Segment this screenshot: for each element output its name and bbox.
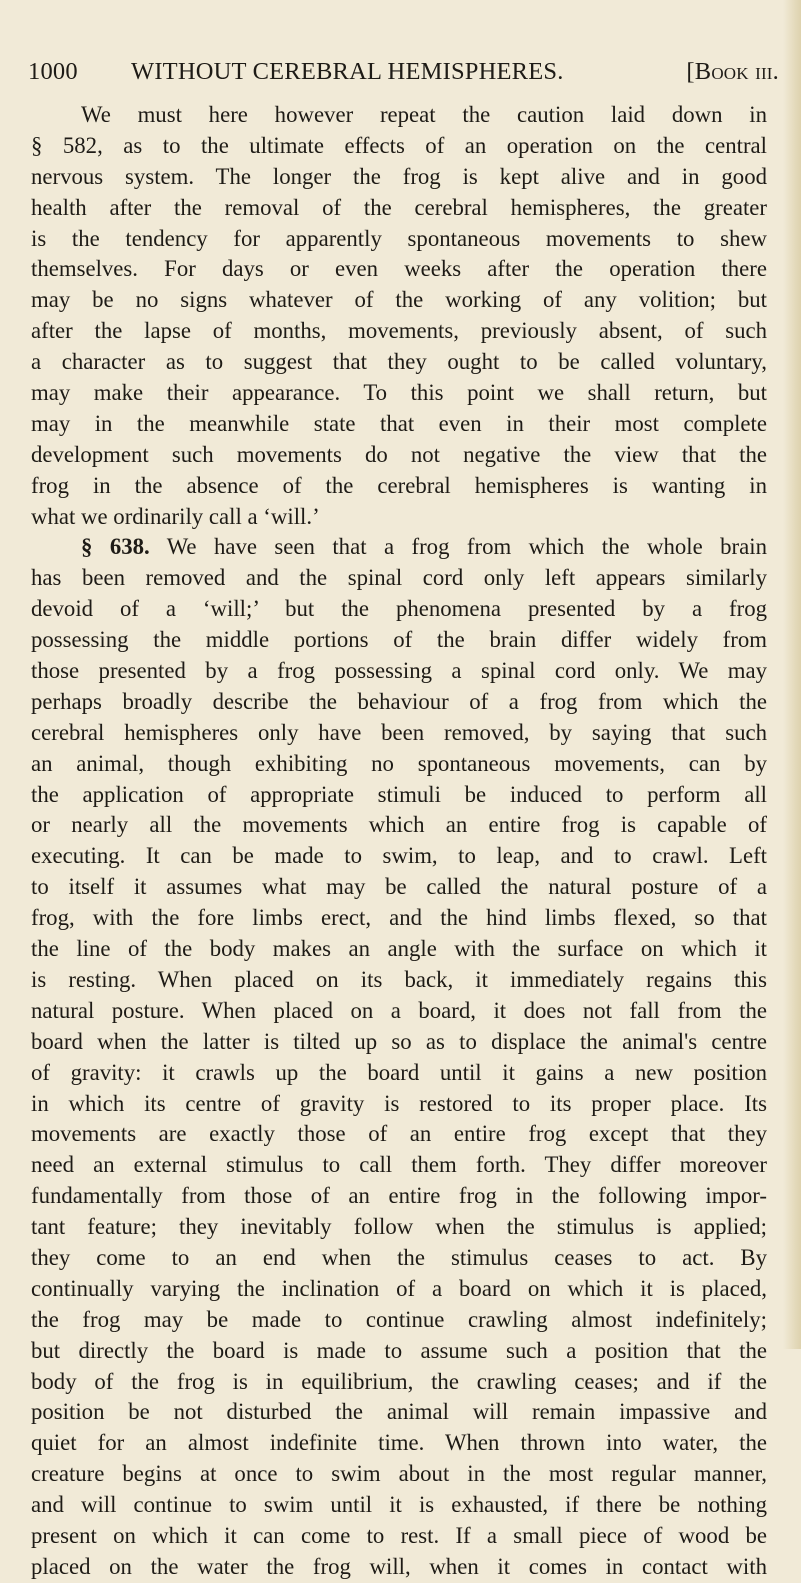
- text-line: frog in the absence of the cerebral hemispheres is wanting in: [31, 472, 767, 498]
- text-line: placed on the water the frog will, when it comes in contact with: [31, 1553, 767, 1579]
- text-line: to itself it assumes what may be called the natural posture of a: [31, 874, 767, 900]
- text-line: may in the meanwhile state that even in their most complete: [31, 410, 767, 436]
- text-line: natural posture. When placed on a board, it does not fall from the: [31, 997, 767, 1023]
- text-line: of gravity: it crawls up the board until it gains a new position: [31, 1059, 767, 1085]
- text-line: present on which it can come to rest. If a small piece of wood be: [31, 1522, 767, 1548]
- text-line: devoid of a ‘will;’ but the phenomena presented by a frog: [31, 596, 767, 622]
- text-line: the line of the body makes an angle with the surface on which it: [31, 936, 767, 962]
- text-line: fundamentally from those of an entire frog in the following impor-: [31, 1183, 767, 1209]
- text-line: after the lapse of months, movements, previously absent, of such: [31, 318, 767, 344]
- text-line-rest: We have seen that a frog from which the whole brain: [149, 534, 767, 560]
- book-label: Book iii.: [694, 58, 779, 85]
- text-line: tant feature; they inevitably follow when the stimulus is applied;: [31, 1214, 767, 1240]
- text-line: development such movements do not negative the view that the: [31, 441, 767, 467]
- section-number: § 638.: [81, 534, 150, 560]
- text-line: may make their appearance. To this point we shall return, but: [31, 380, 767, 406]
- text-line: possessing the middle portions of the brain differ widely from: [31, 627, 767, 653]
- text-line: an animal, though exhibiting no spontaneous movements, can by: [31, 750, 767, 776]
- text-line: body of the frog is in equilibrium, the crawling ceases; and if the: [31, 1368, 767, 1394]
- text-line: the application of appropriate stimuli be induced to perform all: [31, 781, 767, 807]
- book-bracket: [: [686, 58, 695, 85]
- text-line: is resting. When placed on its back, it immediately regains this: [31, 966, 767, 992]
- text-line: health after the removal of the cerebral hemispheres, the greater: [31, 194, 767, 220]
- text-line: those presented by a frog possessing a spinal cord only. We may: [31, 658, 767, 684]
- text-line: [31, 532, 767, 563]
- text-line: creature begins at once to swim about in the most regular manner,: [31, 1461, 767, 1487]
- text-line: may be no signs whatever of the working of any volition; but: [31, 287, 767, 313]
- page-number: 1000: [28, 58, 78, 85]
- text-line: they come to an end when the stimulus ceases to act. By: [31, 1244, 767, 1270]
- text-line: quiet for an almost indefinite time. When thrown into water, the: [31, 1430, 767, 1456]
- text-line: what we ordinarily call a ‘will.’: [31, 503, 320, 529]
- text-line: and will continue to swim until it is exhausted, if there be nothing: [31, 1492, 767, 1518]
- text-line: We must here however repeat the caution laid down in: [81, 102, 767, 127]
- body-text: [31, 100, 767, 1583]
- text-line: a character as to suggest that they ought to be called voluntary,: [31, 349, 767, 375]
- page-edge-shadow: [783, 0, 801, 1349]
- text-line: continually varying the inclination of a board on which it is placed,: [31, 1275, 767, 1301]
- book-reference: [686, 58, 779, 86]
- text-line: position be not disturbed the animal will remain impassive and: [31, 1399, 767, 1425]
- running-title: WITHOUT CEREBRAL HEMISPHERES.: [131, 58, 564, 85]
- text-line: need an external stimulus to call them forth. They differ moreover: [31, 1152, 767, 1178]
- text-line: the frog may be made to continue crawling almost indefinitely;: [31, 1306, 767, 1332]
- text-line: nervous system. The longer the frog is kept alive and in good: [31, 163, 767, 189]
- paragraph-caution: [31, 100, 767, 532]
- text-line: perhaps broadly describe the behaviour of a frog from which the: [31, 688, 767, 714]
- text-line: § 582, as to the ultimate effects of an operation on the central: [31, 132, 767, 158]
- text-line: is the tendency for apparently spontaneous movements to shew: [31, 225, 767, 251]
- paragraph-section-638: [31, 532, 767, 1582]
- running-head: [28, 58, 779, 94]
- text-line: but directly the board is made to assume such a position that the: [31, 1337, 767, 1363]
- text-line: frog, with the fore limbs erect, and the hind limbs flexed, so that: [31, 905, 767, 931]
- text-line: or nearly all the movements which an entire frog is capable of: [31, 812, 767, 838]
- text-line: cerebral hemispheres only have been removed, by saying that such: [31, 719, 767, 745]
- text-line: in which its centre of gravity is restored to its proper place. Its: [31, 1090, 767, 1116]
- text-line: themselves. For days or even weeks after the operation there: [31, 256, 767, 282]
- text-line: movements are exactly those of an entire frog except that they: [31, 1121, 767, 1147]
- text-line: executing. It can be made to swim, to leap, and to crawl. Left: [31, 843, 767, 869]
- text-line: has been removed and the spinal cord only left appears similarly: [31, 565, 767, 591]
- text-line: board when the latter is tilted up so as to displace the animal's centre: [31, 1028, 767, 1054]
